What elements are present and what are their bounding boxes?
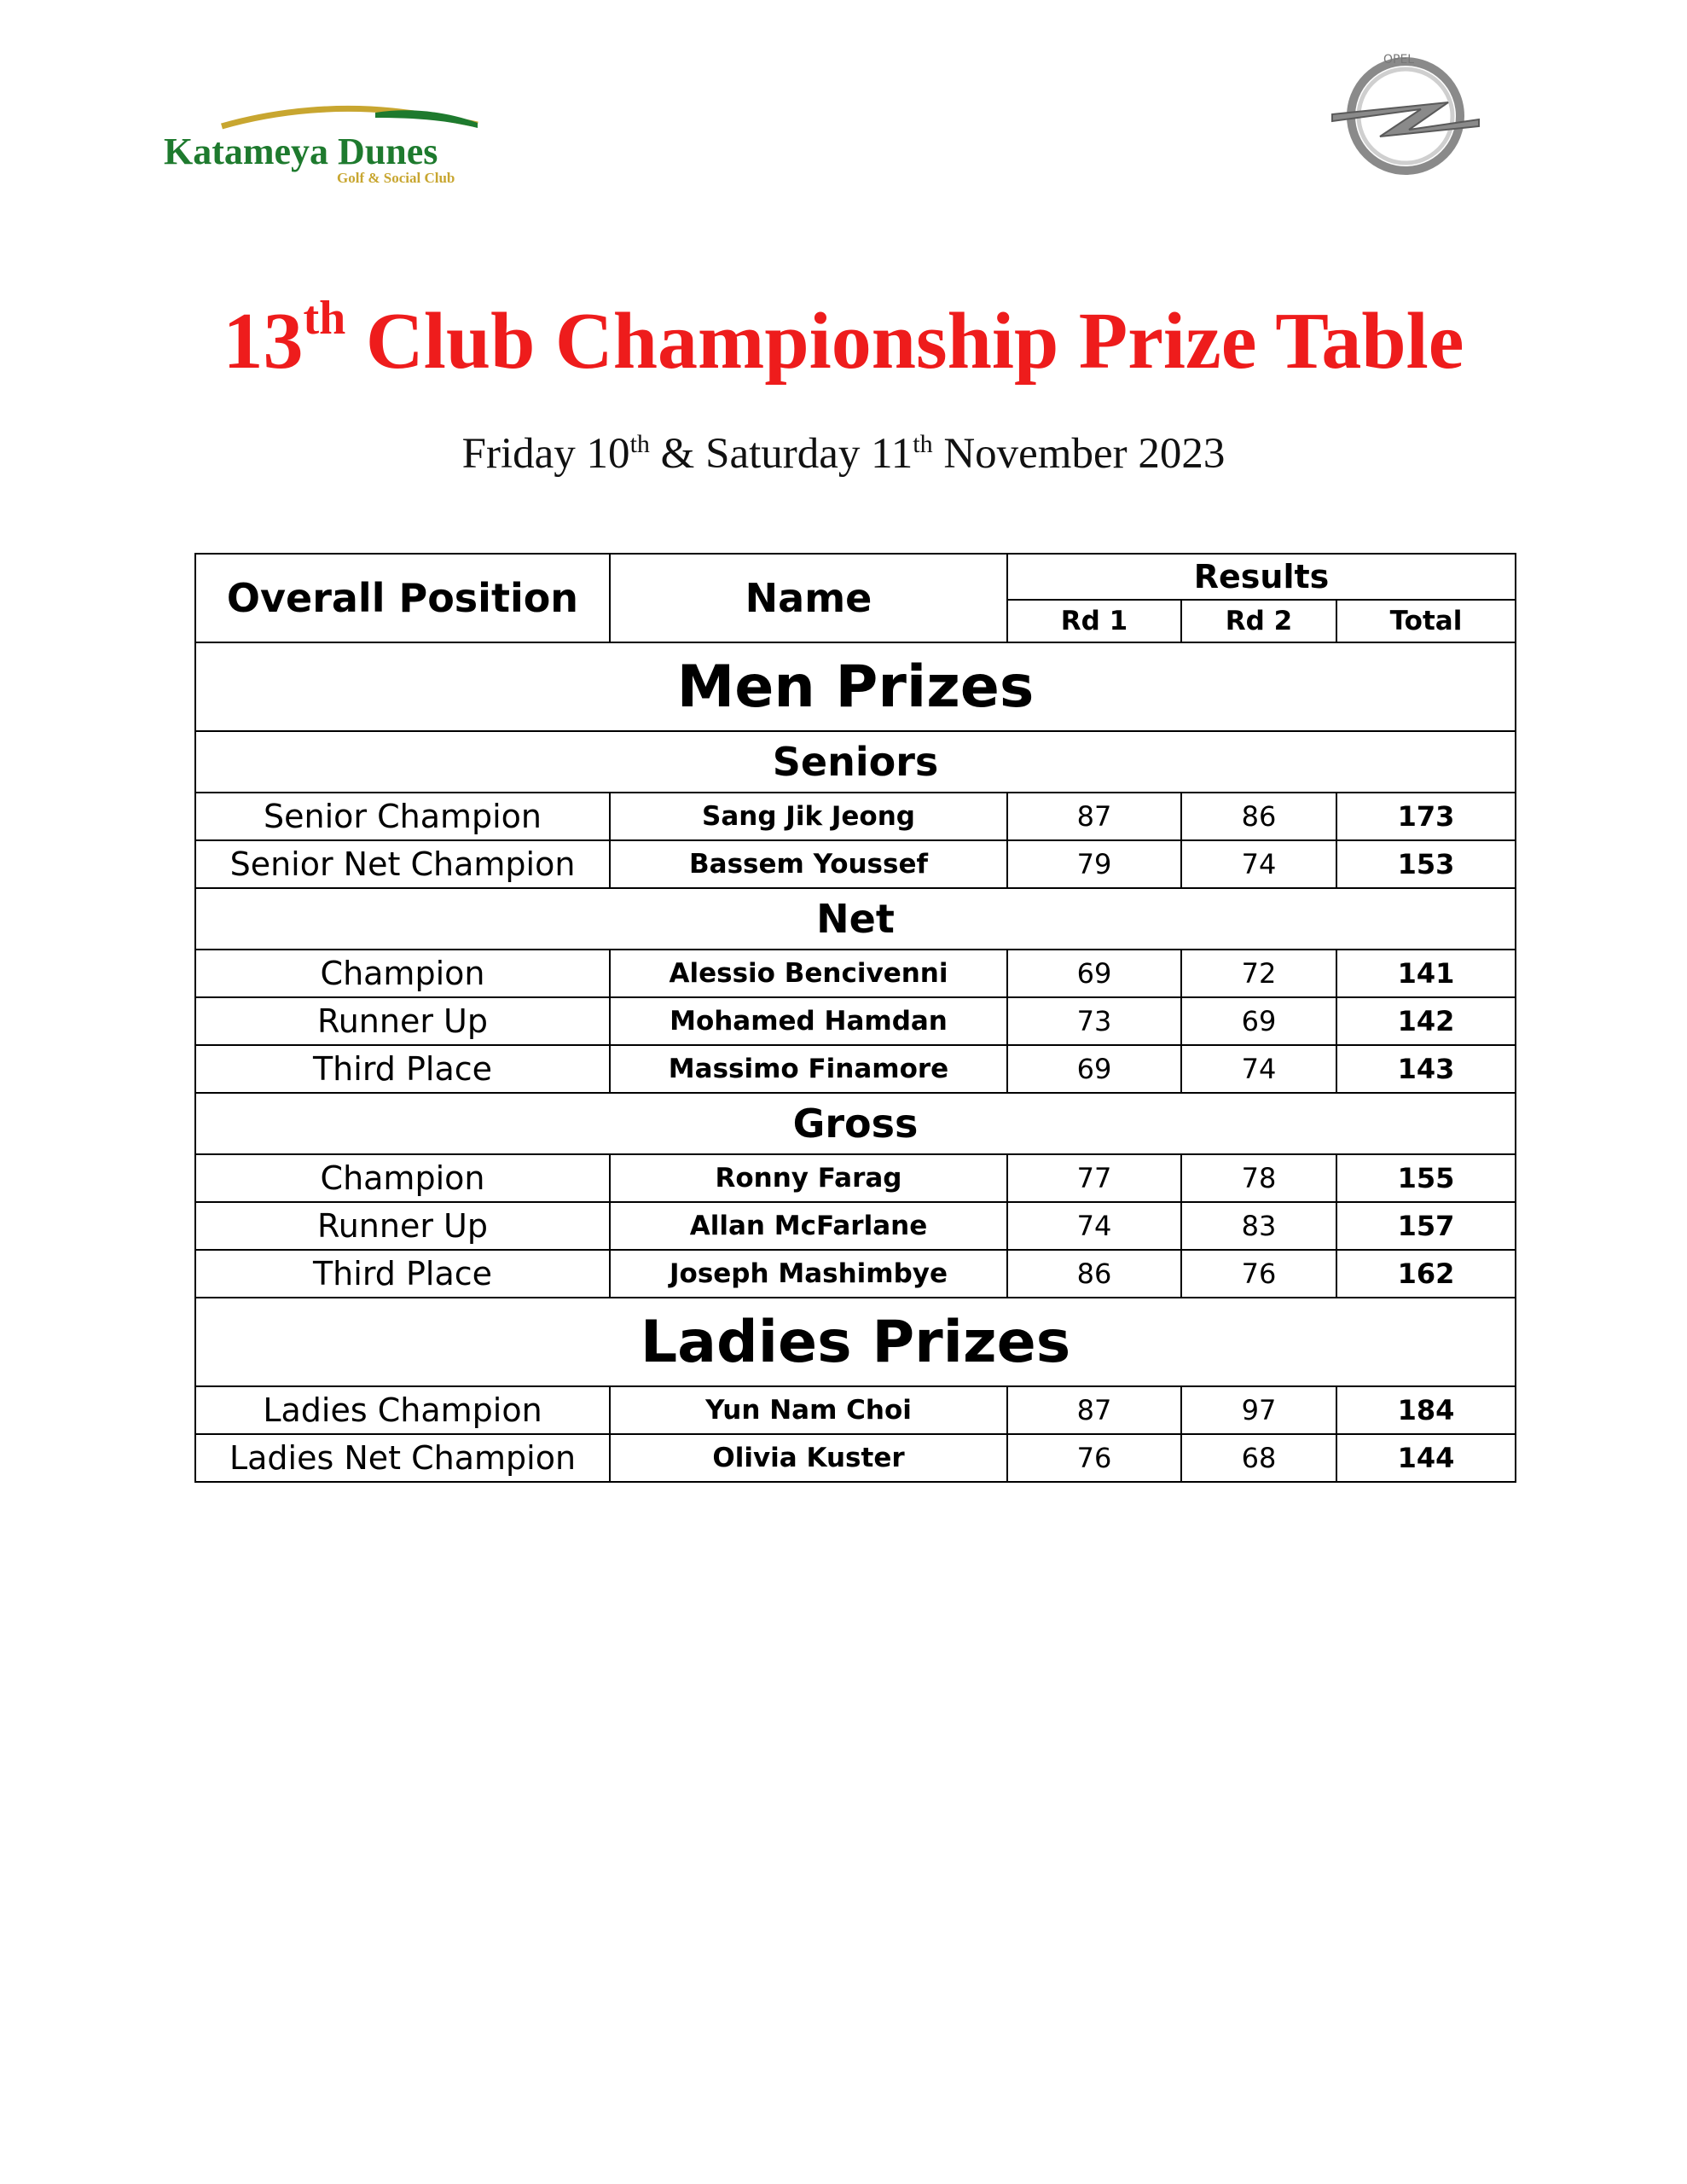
name-cell: Ronny Farag [610,1154,1007,1202]
rd1-cell: 73 [1007,997,1181,1045]
prize-table [194,553,1516,1483]
total-cell: 142 [1336,997,1516,1045]
name-cell: Massimo Finamore [610,1045,1007,1093]
ladies-prizes-heading: Ladies Prizes [195,1298,1516,1386]
position-cell: Champion [195,950,610,997]
rd1-cell: 76 [1007,1434,1181,1482]
total-cell: 184 [1336,1386,1516,1434]
date-part1: Friday 10 [461,430,630,478]
table-row [195,793,1516,840]
title-text: Club Championship Prize Table [365,297,1464,386]
rd2-cell: 68 [1181,1434,1336,1482]
total-cell: 153 [1336,840,1516,888]
svg-text:Golf & Social Club: Golf & Social Club [337,170,455,186]
table-row [195,1045,1516,1093]
rd2-cell: 83 [1181,1202,1336,1250]
table-row [195,1202,1516,1250]
position-cell: Ladies Champion [195,1386,610,1434]
opel-logo [1320,48,1491,184]
position-cell: Runner Up [195,1202,610,1250]
position-cell: Third Place [195,1250,610,1298]
position-cell: Ladies Net Champion [195,1434,610,1482]
name-cell: Bassem Youssef [610,840,1007,888]
header-position: Overall Position [195,554,610,642]
event-dates [0,424,1687,484]
svg-text:Katameya Dunes: Katameya Dunes [164,131,438,172]
rd1-cell: 87 [1007,793,1181,840]
table-row [195,1386,1516,1434]
header-row [195,554,1516,600]
rd2-cell: 78 [1181,1154,1336,1202]
rd2-cell: 97 [1181,1386,1336,1434]
position-cell: Senior Net Champion [195,840,610,888]
table-row [195,1154,1516,1202]
rd1-cell: 79 [1007,840,1181,888]
rd2-cell: 74 [1181,1045,1336,1093]
net-heading: Net [195,888,1516,950]
date-part2: & Saturday 11 [660,430,913,478]
rd2-cell: 69 [1181,997,1336,1045]
position-cell: Runner Up [195,997,610,1045]
name-cell: Olivia Kuster [610,1434,1007,1482]
total-cell: 141 [1336,950,1516,997]
name-cell: Alessio Bencivenni [610,950,1007,997]
table-row [195,840,1516,888]
position-cell: Third Place [195,1045,610,1093]
header-results: Results [1007,554,1516,600]
total-cell: 155 [1336,1154,1516,1202]
table-row [195,997,1516,1045]
rd1-cell: 69 [1007,950,1181,997]
rd1-cell: 69 [1007,1045,1181,1093]
total-cell: 162 [1336,1250,1516,1298]
total-cell: 143 [1336,1045,1516,1093]
header-total: Total [1336,600,1516,642]
date-part3: November 2023 [943,430,1226,478]
rd2-cell: 76 [1181,1250,1336,1298]
rd1-cell: 77 [1007,1154,1181,1202]
seniors-heading: Seniors [195,731,1516,793]
title-ordinal: th [303,291,346,345]
page-title [0,286,1687,397]
katameya-dunes-logo [162,102,537,188]
header-rd2: Rd 2 [1181,600,1336,642]
header-name: Name [610,554,1007,642]
total-cell: 157 [1336,1202,1516,1250]
position-cell: Senior Champion [195,793,610,840]
total-cell: 144 [1336,1434,1516,1482]
table-row [195,950,1516,997]
gross-heading: Gross [195,1093,1516,1154]
name-cell: Allan McFarlane [610,1202,1007,1250]
table-row [195,1250,1516,1298]
rd2-cell: 74 [1181,840,1336,888]
svg-text:OPEL: OPEL [1383,53,1415,67]
date-sup1: th [629,430,650,458]
rd1-cell: 87 [1007,1386,1181,1434]
name-cell: Joseph Mashimbye [610,1250,1007,1298]
rd2-cell: 72 [1181,950,1336,997]
rd2-cell: 86 [1181,793,1336,840]
total-cell: 173 [1336,793,1516,840]
name-cell: Sang Jik Jeong [610,793,1007,840]
rd1-cell: 86 [1007,1250,1181,1298]
table-row [195,1434,1516,1482]
name-cell: Yun Nam Choi [610,1386,1007,1434]
position-cell: Champion [195,1154,610,1202]
header-rd1: Rd 1 [1007,600,1181,642]
men-prizes-heading: Men Prizes [195,642,1516,731]
rd1-cell: 74 [1007,1202,1181,1250]
title-number: 13 [223,297,304,386]
name-cell: Mohamed Hamdan [610,997,1007,1045]
date-sup2: th [913,430,933,458]
